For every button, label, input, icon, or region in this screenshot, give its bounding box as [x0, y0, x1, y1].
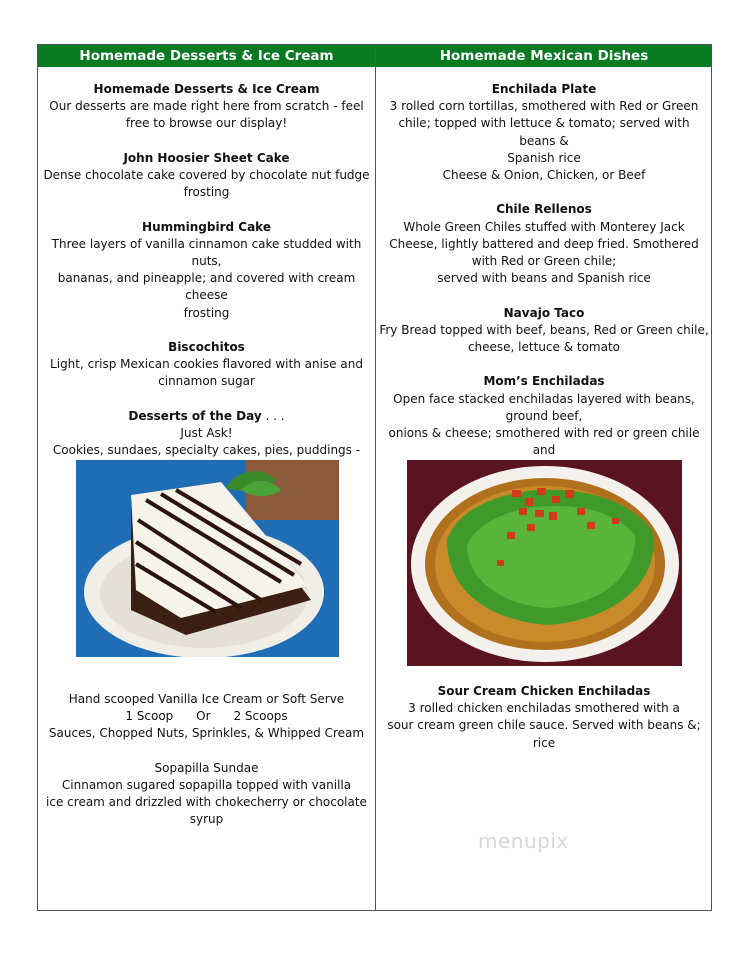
dessert-title: Hummingbird Cake [142, 219, 271, 234]
dish-title: Enchilada Plate [491, 82, 597, 96]
menu-table [37, 44, 712, 911]
dessert-desc-line: Just Ask! [180, 426, 233, 440]
sundae-desc-line: Cinnamon sugared sopapilla topped with vanilla [61, 778, 352, 792]
dish-desc-line: sour cream green chile sauce. Served with beans &; rice [387, 718, 701, 750]
sundae-title: Sopapilla Sundae [154, 760, 259, 775]
desserts-header: Homemade Desserts & Ice Cream [38, 45, 375, 67]
dish-title: Sour Cream Chicken Enchiladas [437, 684, 651, 698]
dish-desc-line: with Red or Green chile; [471, 254, 617, 269]
dessert-item [42, 81, 371, 133]
dessert-title: Desserts of the Day [128, 408, 262, 423]
mexican-column [379, 81, 709, 494]
ice-cream-section [42, 691, 371, 829]
dessert-item [42, 219, 371, 322]
sundae-desc-line: ice cream and drizzled with chokecherry or chocolate [46, 795, 367, 810]
dessert-desc-line: Light, crisp Mexican cookies flavored with anise and [50, 357, 363, 372]
dish-options-line: Cheese & Onion, Chicken, or Beef [442, 168, 646, 183]
dessert-title-suffix: . . . [261, 408, 285, 423]
dish-desc-line: 3 rolled chicken enchiladas smothered with a [408, 701, 680, 716]
dessert-title: John Hoosier Sheet Cake [123, 150, 290, 165]
dish-desc-line: Cheese, lightly battered and deep fried. Smothered [389, 236, 699, 251]
dessert-desc-line: Cookies, sundaes, specialty cakes, pies, puddings - [52, 443, 361, 458]
dish-item [379, 201, 709, 287]
dish-desc-line: onions & cheese; smothered with red or green chile and [388, 426, 700, 458]
ice-cream-line: Sauces, Chopped Nuts, Sprinkles, & Whipped Cream [48, 726, 365, 741]
sundae-desc-line: syrup [189, 812, 224, 827]
dessert-title-row [42, 408, 371, 425]
dish-item [379, 81, 709, 184]
dessert-desc-line: Three layers of vanilla cinnamon cake studded with nuts, [51, 236, 362, 268]
dessert-title: Homemade Desserts & Ice Cream [93, 82, 320, 96]
dish-title: Chile Rellenos [496, 202, 592, 217]
desserts-column [42, 81, 371, 511]
dessert-desc-line: frosting [183, 305, 230, 320]
dessert-desc-line: frosting [183, 185, 230, 200]
dish-desc-line: 3 rolled corn tortillas, smothered with Red or Green [389, 99, 699, 114]
dessert-item [42, 339, 371, 391]
dish-desc-line: ground beef, [505, 408, 583, 423]
cake-photo-image [76, 460, 339, 657]
dessert-title: Biscochitos [168, 340, 245, 354]
dessert-desc-line: Dense chocolate cake covered by chocolate nut fudge [43, 168, 370, 182]
dish-desc-line: Fry Bread topped with beef, beans, Red or Green chile, [379, 322, 709, 337]
dessert-desc-line: Our desserts are made right here from scratch - feel [49, 99, 364, 114]
dish-desc-line: Spanish rice [507, 150, 581, 165]
sour-cream-section [379, 683, 709, 752]
dessert-desc-line: bananas, and pineapple; and covered with cream cheese [57, 271, 356, 303]
column-divider [375, 45, 376, 910]
enchilada-photo-image [407, 460, 682, 666]
dish-desc-line: served with beans and Spanish rice [437, 271, 651, 286]
dessert-desc-line: free to browse our display! [125, 116, 288, 131]
ice-cream-line: Hand scooped Vanilla Ice Cream or Soft Serve [68, 692, 345, 706]
ice-cream-line: 1 Scoop Or 2 Scoops [125, 709, 288, 724]
enchilada-photo [407, 460, 682, 666]
dish-title: Mom’s Enchiladas [483, 374, 605, 389]
spacer [42, 743, 371, 760]
dish-desc-line: cheese, lettuce & tomato [467, 340, 621, 355]
dessert-item [42, 150, 371, 202]
menupix-watermark: menupix [478, 829, 569, 853]
dish-desc-line: chile; topped with lettuce & tomato; served with beans & [398, 116, 690, 148]
dish-item [379, 305, 709, 357]
dish-desc-line: Whole Green Chiles stuffed with Monterey Jack [403, 219, 685, 234]
cake-photo [76, 460, 339, 657]
dessert-desc-line: cinnamon sugar [158, 374, 255, 389]
mexican-header: Homemade Mexican Dishes [376, 45, 712, 67]
dish-title: Navajo Taco [503, 305, 585, 320]
dish-desc-line: Open face stacked enchiladas layered with beans, [393, 391, 695, 406]
